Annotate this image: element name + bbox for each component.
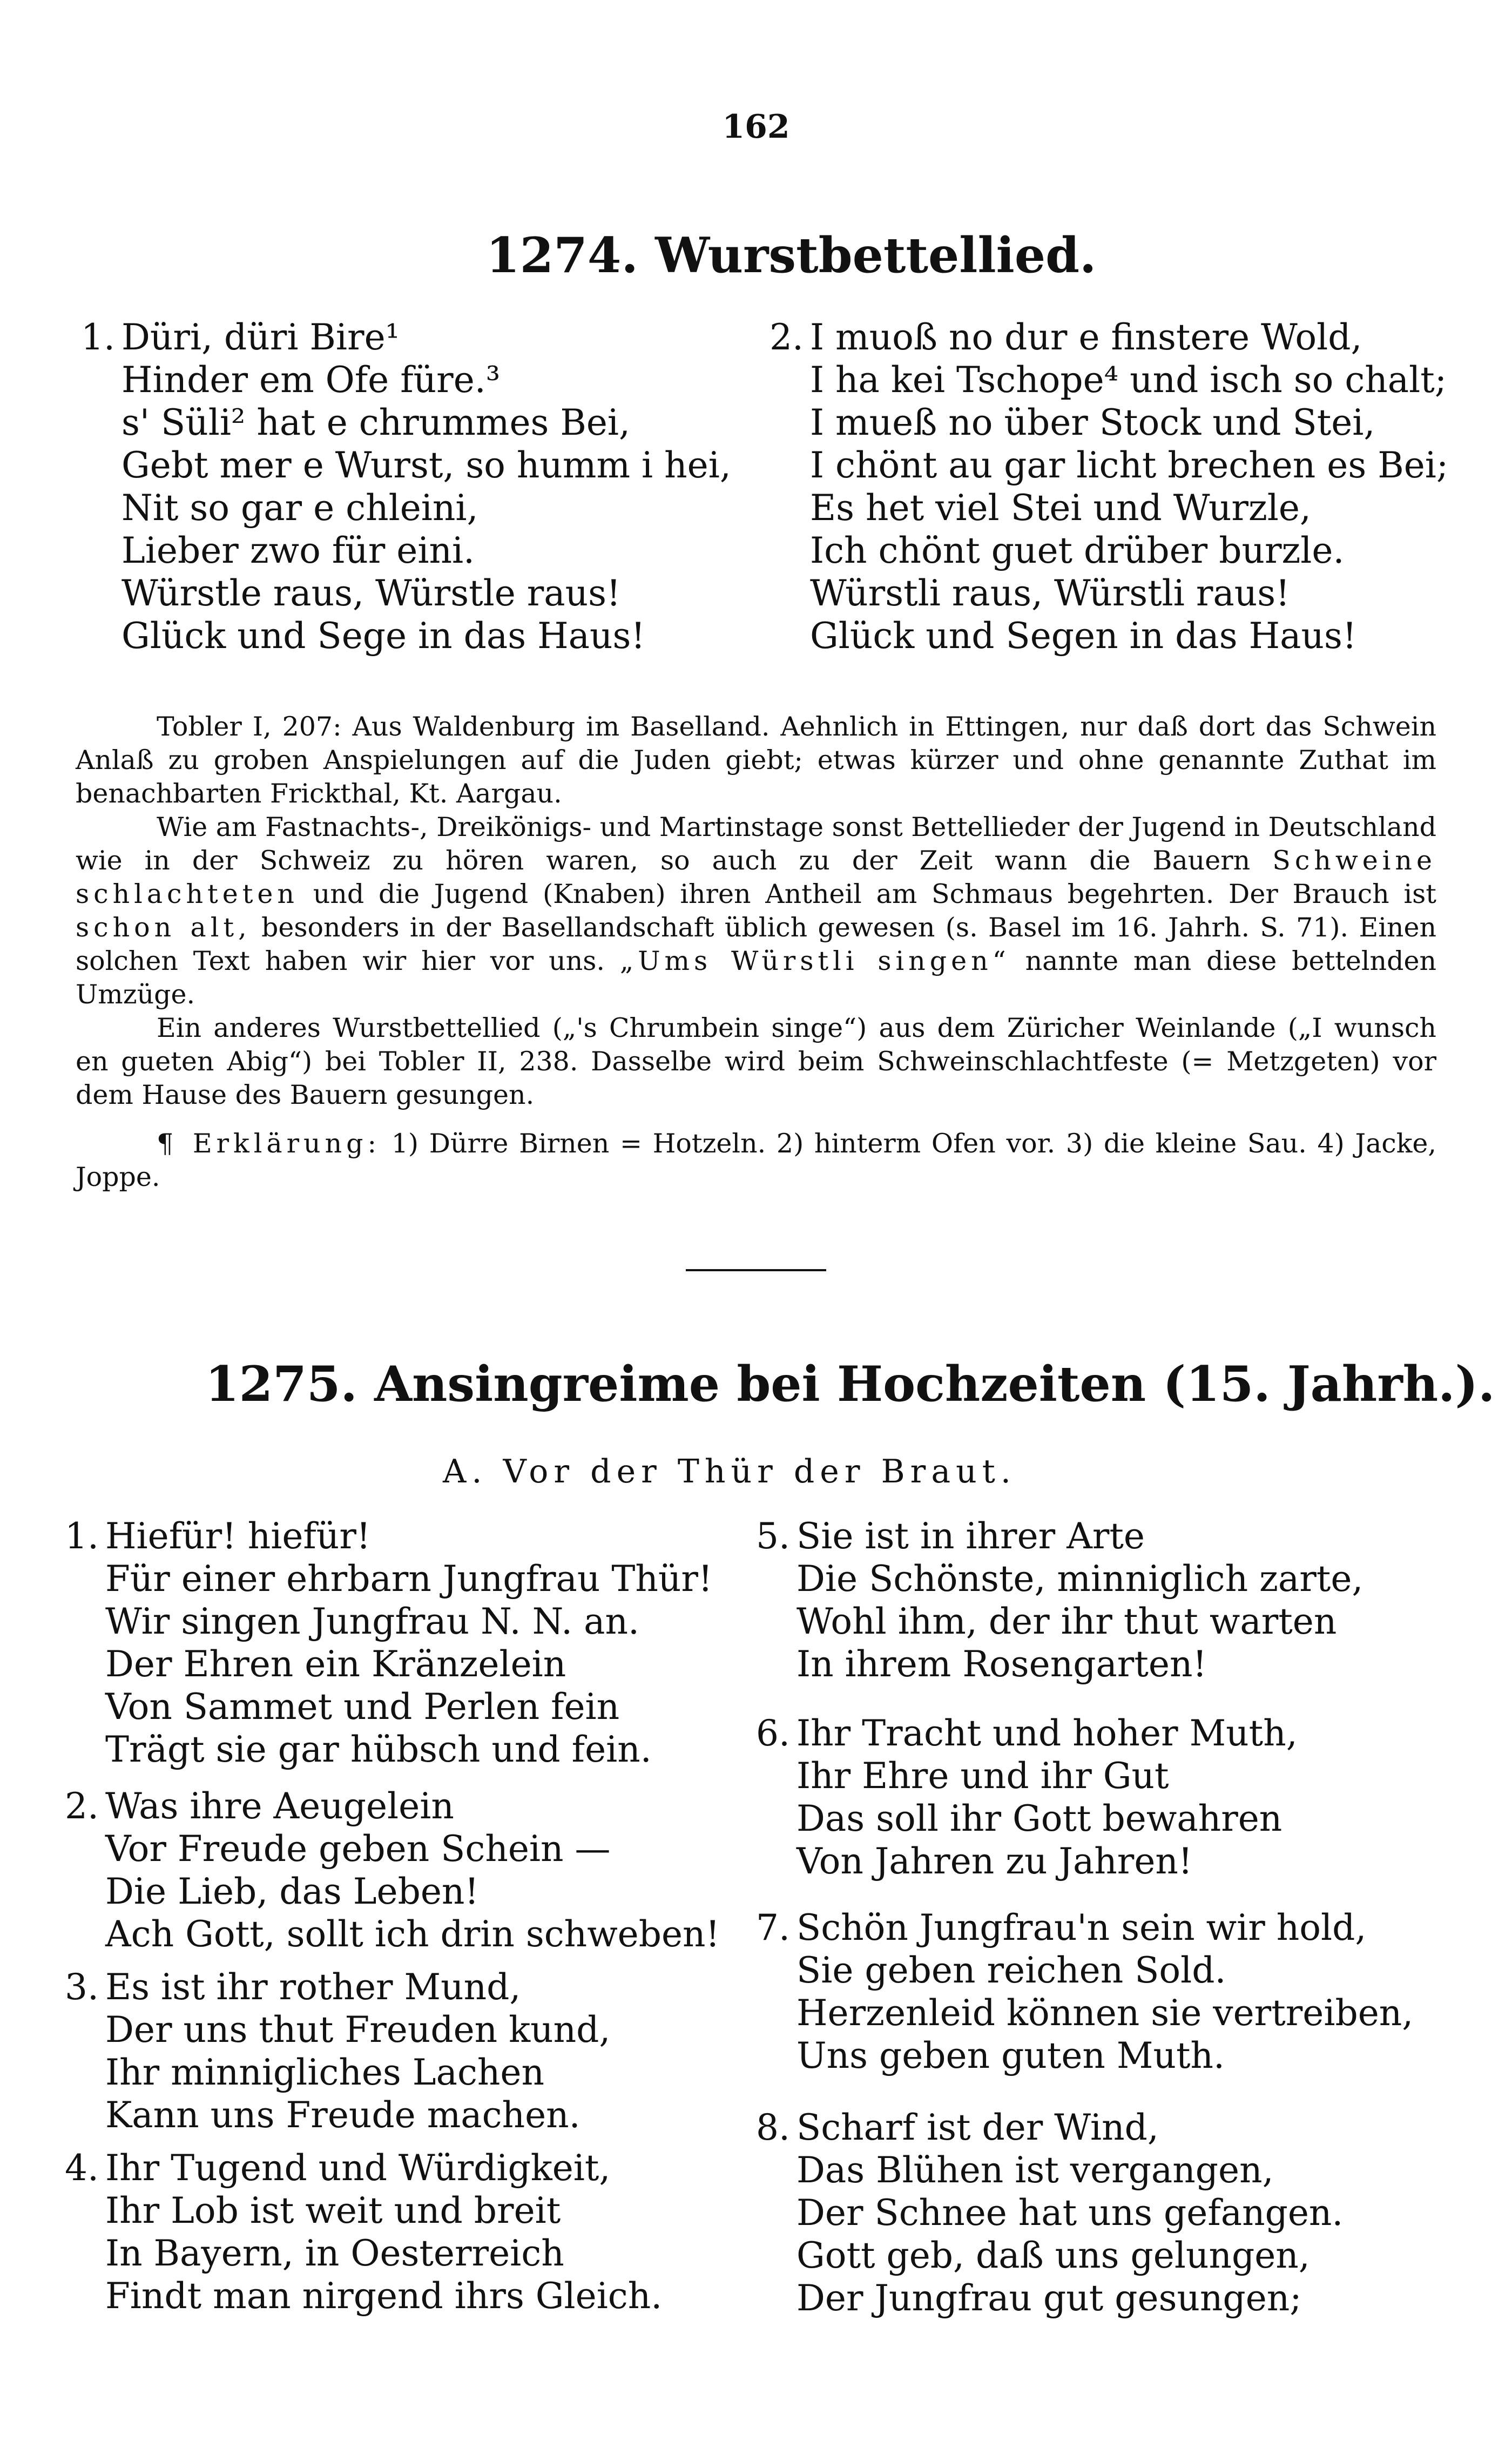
verse-line: I mueß no über Stock und Stei, <box>810 402 1375 443</box>
stanza-number: 6. <box>756 1712 790 1754</box>
song-1274-commentary <box>76 710 1436 1194</box>
song-1274-title: 1274. Wurstbettellied. <box>486 227 1097 284</box>
song-1275-stanza-5 <box>756 1515 1363 1685</box>
verse-line: Der Ehren ein Kränzelein <box>105 1643 566 1685</box>
page-number: 162 <box>722 108 790 146</box>
stanza-number: 3. <box>65 1966 99 2008</box>
verse-line: 5. Sie ist in ihrer Arte <box>756 1515 1145 1557</box>
verse-line: Kann uns Freude machen. <box>105 2094 580 2136</box>
verse-line: 7. Schön Jungfrau'n sein wir hold, <box>756 1907 1367 1948</box>
verse-line: Würstle raus, Würstle raus! <box>122 572 621 614</box>
verse-line: Würstli raus, Würstli raus! <box>810 572 1290 614</box>
commentary-paragraph-2: Wie am Fastnachts-, Dreikönigs- und Martinstage sonst Bettellieder der Jugend in Deutschland wie in der Schweiz zu hören waren, so auch zu der Zeit wann die Bauern Schweine schlachteten und die Jugend (Knaben) ihren Antheil am Schmaus begehrten. Der Brauch ist schon alt, besonders in der Basellandschaft üblich gewesen (s. Basel im 16. Jahrh. S. 71). Einen solchen Text haben wir hier vor uns. „Ums Würstli singen“ nannte man diese bettelnden Umzüge. <box>76 812 1437 1010</box>
verse-line: Für einer ehrbarn Jungfrau Thür! <box>105 1558 713 1600</box>
verse-line: Ihr Lob ist weit und breit <box>105 2190 561 2231</box>
stanza-number: 8. <box>756 2107 790 2148</box>
verse-line: Der uns thut Freuden kund, <box>105 2009 611 2051</box>
song-1274-stanza-1 <box>81 316 731 657</box>
song-1275-stanza-4 <box>65 2147 662 2317</box>
verse-line: Von Sammet und Perlen fein <box>105 1686 620 1728</box>
verse-line: Gebt mer e Wurst, so humm i hei, <box>122 444 731 486</box>
verse-line: Von Jahren zu Jahren! <box>796 1840 1193 1882</box>
verse-line: In Bayern, in Oesterreich <box>105 2233 564 2274</box>
song-1275-stanza-3 <box>65 1966 610 2136</box>
explanation-label: ¶ Erklärung: <box>157 1128 381 1159</box>
verse-line: Es het viel Stei und Wurzle, <box>810 487 1311 529</box>
verse-line: 6. Ihr Tracht und hoher Muth, <box>756 1712 1298 1754</box>
verse-line: s' Süli² hat e chrummes Bei, <box>122 402 631 443</box>
stanza-number: 1. <box>81 316 115 358</box>
verse-line: Lieber zwo für eini. <box>122 530 475 571</box>
song-1275-stanza-1 <box>65 1515 712 1771</box>
verse-line: 4. Ihr Tugend und Würdigkeit, <box>65 2147 611 2189</box>
verse-line: Hinder em Ofe füre.³ <box>122 359 501 401</box>
verse-line: Uns geben guten Muth. <box>796 2035 1225 2076</box>
verse-line: 2. I muoß no dur e finstere Wold, <box>770 316 1362 358</box>
verse-line: Herzenleid können sie vertreiben, <box>796 1992 1414 2034</box>
verse-line: Sie geben reichen Sold. <box>796 1950 1226 1991</box>
verse-line: Der Jungfrau gut gesungen; <box>796 2277 1302 2319</box>
verse-line: I chönt au gar licht brechen es Bei; <box>810 444 1449 486</box>
verse-line: Glück und Sege in das Haus! <box>122 615 645 657</box>
song-1275-stanza-7 <box>756 1906 1413 2077</box>
stanza-number: 4. <box>65 2147 99 2189</box>
stanza-number: 1. <box>65 1515 99 1557</box>
verse-line: Ihr Ehre und ihr Gut <box>796 1755 1169 1797</box>
song-1275-stanza-8 <box>756 2106 1343 2319</box>
verse-line: Wohl ihm, der ihr thut warten <box>796 1601 1337 1642</box>
verse-line: Trägt sie gar hübsch und fein. <box>105 1729 652 1770</box>
spaced-emphasis: „Ums Würstli singen“ <box>619 946 1010 976</box>
spaced-emphasis: Schweine schlachteten <box>76 845 1436 909</box>
verse-line: 8. Scharf ist der Wind, <box>756 2107 1159 2148</box>
song-1275-stanza-2 <box>65 1785 720 1955</box>
verse-line: Ach Gott, sollt ich drin schweben! <box>105 1913 720 1955</box>
verse-line: I ha kei Tschope⁴ und isch so chalt; <box>810 359 1447 401</box>
verse-line: Die Schönste, minniglich zarte, <box>796 1558 1364 1600</box>
verse-line: 1. Hiefür! hiefür! <box>65 1515 371 1557</box>
verse-line: Wir singen Jungfrau N. N. an. <box>105 1601 639 1642</box>
verse-line: Der Schnee hat uns gefangen. <box>796 2192 1344 2234</box>
section-divider <box>686 1269 826 1271</box>
verse-line: In ihrem Rosengarten! <box>796 1643 1207 1685</box>
commentary-explanation: ¶ Erklärung: 1) Dürre Birnen = Hotzeln. 2) hinterm Ofen vor. 3) die kleine Sau. 4) Jacke, Joppe. <box>76 1128 1437 1192</box>
verse-line: Nit so gar e chleini, <box>122 487 478 529</box>
verse-line: Glück und Segen in das Haus! <box>810 615 1357 657</box>
verse-line: Ich chönt guet drüber burzle. <box>810 530 1345 571</box>
spaced-emphasis: schon alt, <box>76 912 251 943</box>
stanza-number: 7. <box>756 1907 790 1948</box>
verse-line: Findt man nirgend ihrs Gleich. <box>105 2275 663 2317</box>
song-1275-title: 1275. Ansingreime bei Hochzeiten (15. Jahrh.). <box>205 1355 1495 1413</box>
stanza-number: 5. <box>756 1515 790 1557</box>
verse-line: Vor Freude geben Schein — <box>105 1828 611 1870</box>
verse-line: 3. Es ist ihr rother Mund, <box>65 1966 521 2008</box>
stanza-number: 2. <box>65 1785 99 1827</box>
verse-line: 2. Was ihre Aeugelein <box>65 1785 454 1827</box>
commentary-paragraph-1: Tobler I, 207: Aus Waldenburg im Baselland. Aehnlich in Ettingen, nur daß dort das Schwein Anlaß zu groben Anspielungen auf die Juden giebt; etwas kürzer und ohne genannte Zuthat im benachbarten Frickthal, Kt. Aargau. <box>76 711 1436 809</box>
verse-line: Das soll ihr Gott bewahren <box>796 1798 1282 1839</box>
commentary-paragraph-3: Ein anderes Wurstbettellied („'s Chrumbein singe“) aus dem Züricher Weinlande („I wunsch en gueten Abig“) bei Tobler II, 238. Dasselbe wird beim Schweinschlachtfeste (= Metzgeten) vor dem Hause des Bauern gesungen. <box>76 1013 1436 1110</box>
song-1274-stanza-2 <box>770 316 1448 657</box>
verse-line: Die Lieb, das Leben! <box>105 1871 479 1912</box>
verse-line: Das Blühen ist vergangen, <box>796 2149 1274 2191</box>
stanza-number: 2. <box>770 316 804 358</box>
verse-line: 1. Düri, düri Bire¹ <box>81 316 400 358</box>
song-1275-subtitle: A. Vor der Thür der Braut. <box>443 1453 1016 1491</box>
song-1275-stanza-6 <box>756 1712 1298 1883</box>
verse-line: Ihr minnigliches Lachen <box>105 2052 544 2093</box>
verse-line: Gott geb, daß uns gelungen, <box>796 2235 1310 2276</box>
